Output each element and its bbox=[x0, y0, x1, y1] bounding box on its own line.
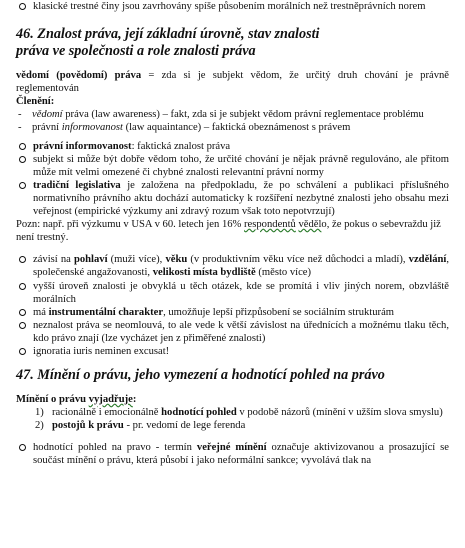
list-item: závisí na pohlaví (muži více), věku (v produktivním věku více než důchodci a mladí), vzdělání, společenské angažovanosti, velikosti místa bydliště (město více) bbox=[16, 253, 449, 279]
note-paragraph: Pozn: např. při výzkumu v USA v 60. letech jen 16% respondentů vědělo, že pokus o sebevraždu již není trestný. bbox=[16, 219, 441, 244]
list-item: ignoratia iuris neminen excusat! bbox=[16, 345, 449, 358]
list-item: hodnotící pohled na pravo - termín veřejné mínění označuje aktivizovanou a prosazující se součást mínění o právu, která působí i jako neformální sankce; vyvolává tlak na bbox=[16, 441, 449, 467]
section-47-intro: Mínění o právu vyjadřuje: bbox=[16, 394, 137, 406]
section-46-heading bbox=[16, 26, 449, 60]
list-item: 2) postojů k právu - pr. vedomí de lege ferenda bbox=[35, 420, 246, 432]
numbered-list bbox=[16, 406, 449, 432]
top-bullet-list bbox=[16, 0, 449, 13]
heading-line: 46. Znalost práva, její základní úrovně, stav znalosti bbox=[16, 26, 320, 43]
section-47-heading: 47. Mínění o právu, jeho vymezení a hodnotící pohled na právo bbox=[16, 367, 385, 384]
heading-line: práva ve společnosti a role znalosti práva bbox=[16, 43, 256, 60]
dash-list bbox=[16, 108, 449, 134]
list-item: subjekt si může být dobře vědom toho, že určité chování je nějak právně regulováno, ale přitom může mít velmi omezené či chybné znalosti relevantní právní normy bbox=[16, 153, 449, 179]
list-item: právní informovanost: faktická znalost práva bbox=[16, 140, 449, 153]
factors-bullet-list bbox=[16, 253, 449, 358]
cleneni-label: Členění: bbox=[16, 96, 55, 108]
list-item: tradiční legislativa je založena na předpokladu, že po schválení a publikaci příslušného normativního právního aktu dochází automaticky k rozšíření nezbytné znalosti jeho obsahu mezi veřejnost (empirické výzkumy ani zdravý rozum však toto nepotvrzují) bbox=[16, 179, 449, 218]
list-item: má instrumentální charakter, umožňuje lepší přizpůsobení se sociálním strukturám bbox=[16, 306, 449, 319]
list-item: - právní informovanost (law aquaintance) – faktická obeznámenost s právem bbox=[18, 122, 351, 134]
informovanost-bullet-list bbox=[16, 140, 449, 219]
opinion-bullet-list bbox=[16, 441, 449, 467]
list-item: neznalost práva se neomlouvá, to ale vede k větší závislost na úřednících a možnému tlaku těch, kdo právo znají (lze vycházet jen z přiměřené znalosti) bbox=[16, 319, 449, 345]
list-item: vyšší úroveň znalosti je obvyklá u těch otázek, kde se promítá i vliv jiných norem, obzvláště morálních bbox=[16, 280, 449, 306]
list-item: 1) racionálně i emocionálně hodnotící pohled v podobě názorů (mínění v užším slova smyslu) bbox=[35, 407, 443, 419]
list-item: - vědomí práva (law awareness) – fakt, zda si je subjekt vědom právní reglementace problému bbox=[18, 109, 424, 121]
list-item: klasické trestné činy jsou zavrhovány spíše působením morálních než trestněprávních norem bbox=[16, 0, 449, 13]
definition-paragraph: vědomí (povědomí) práva = zda si je subjekt vědom, že určitý druh chování je právně reglementován bbox=[16, 70, 449, 95]
